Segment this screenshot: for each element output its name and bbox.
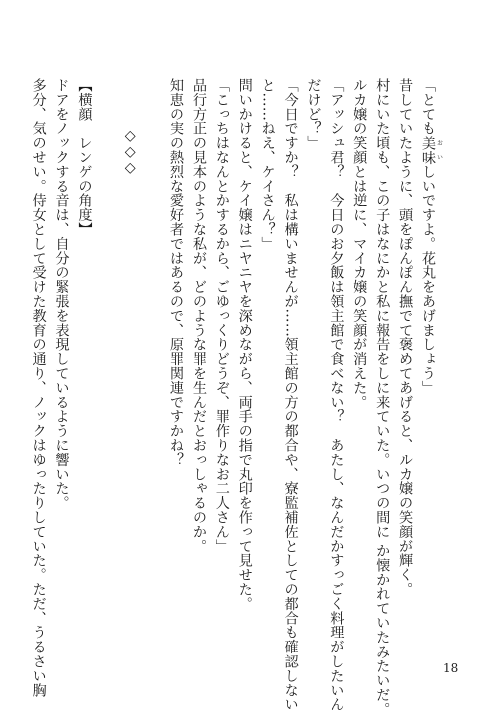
text-line-12: 知恵の実の熱烈な愛好者ではあるので、原罪関連ですかね？ (168, 78, 185, 467)
text-line-6: だけど？」 (305, 78, 322, 150)
text-line-8: と……ねえ、ケイさん？」 (259, 78, 276, 251)
scene-break-marker: ◇◇◇ (122, 128, 139, 176)
text-line-3: 村にいた頃も、この子はなにかと私に報告をしに来ていた。いつの間に か懐かれていたみたいだ。 (374, 78, 391, 716)
vertical-text-body (27, 78, 443, 716)
text-line-7: 「今日ですか？ 私は構いませんが……領主館の方の都合や、寮監補佐としての都合も確認しない (282, 78, 299, 712)
text-line-9: 問いかけると、ケイ嬢はニヤニヤを深めながら、両手の指で丸印を作って見せた。 (236, 78, 253, 611)
text-line-4: ルカ嬢の笑顔とは逆に、マイカ嬢の笑顔が消えた。 (351, 78, 368, 410)
text-line-2: 昔していたように、頭をぽんぽん撫でて褒めてあげると、ルカ嬢の笑顔が輝く。 (397, 78, 414, 597)
text-line-1: 「とても美味 おいしいですよ。花丸をあげましょう」 (420, 78, 443, 395)
text-line-14: 多分、気のせい。侍女として受けた教育の通り、ノックはゆったりしていた。ただ、うるさい胸 (30, 78, 47, 698)
text-line-11: 品行方正の見本のような私が、どのような罪を生んだとおっしゃるのか。 (190, 78, 207, 554)
text-line-13: ドアをノックする音は、自分の緊張を表現しているように響いた。 (53, 78, 70, 510)
page-number: 18 (443, 661, 459, 675)
text-line-5: 「アッシュ君？ 今日のお夕飯は領主館で食べない？ あたし、なんだかすっごく料理がしたいん (328, 78, 345, 712)
blank-line (95, 78, 118, 643)
text-line-10: 「こっちはなんとかするから、ごゆっくりどうぞ、罪作りなお二人さん」 (213, 78, 230, 554)
blank-line (141, 78, 164, 643)
furigana-reading: おい (435, 135, 443, 165)
section-heading: 【横顔 レンゲの角度】 (76, 78, 93, 237)
furigana-ruby: 美味 おい (420, 135, 443, 165)
